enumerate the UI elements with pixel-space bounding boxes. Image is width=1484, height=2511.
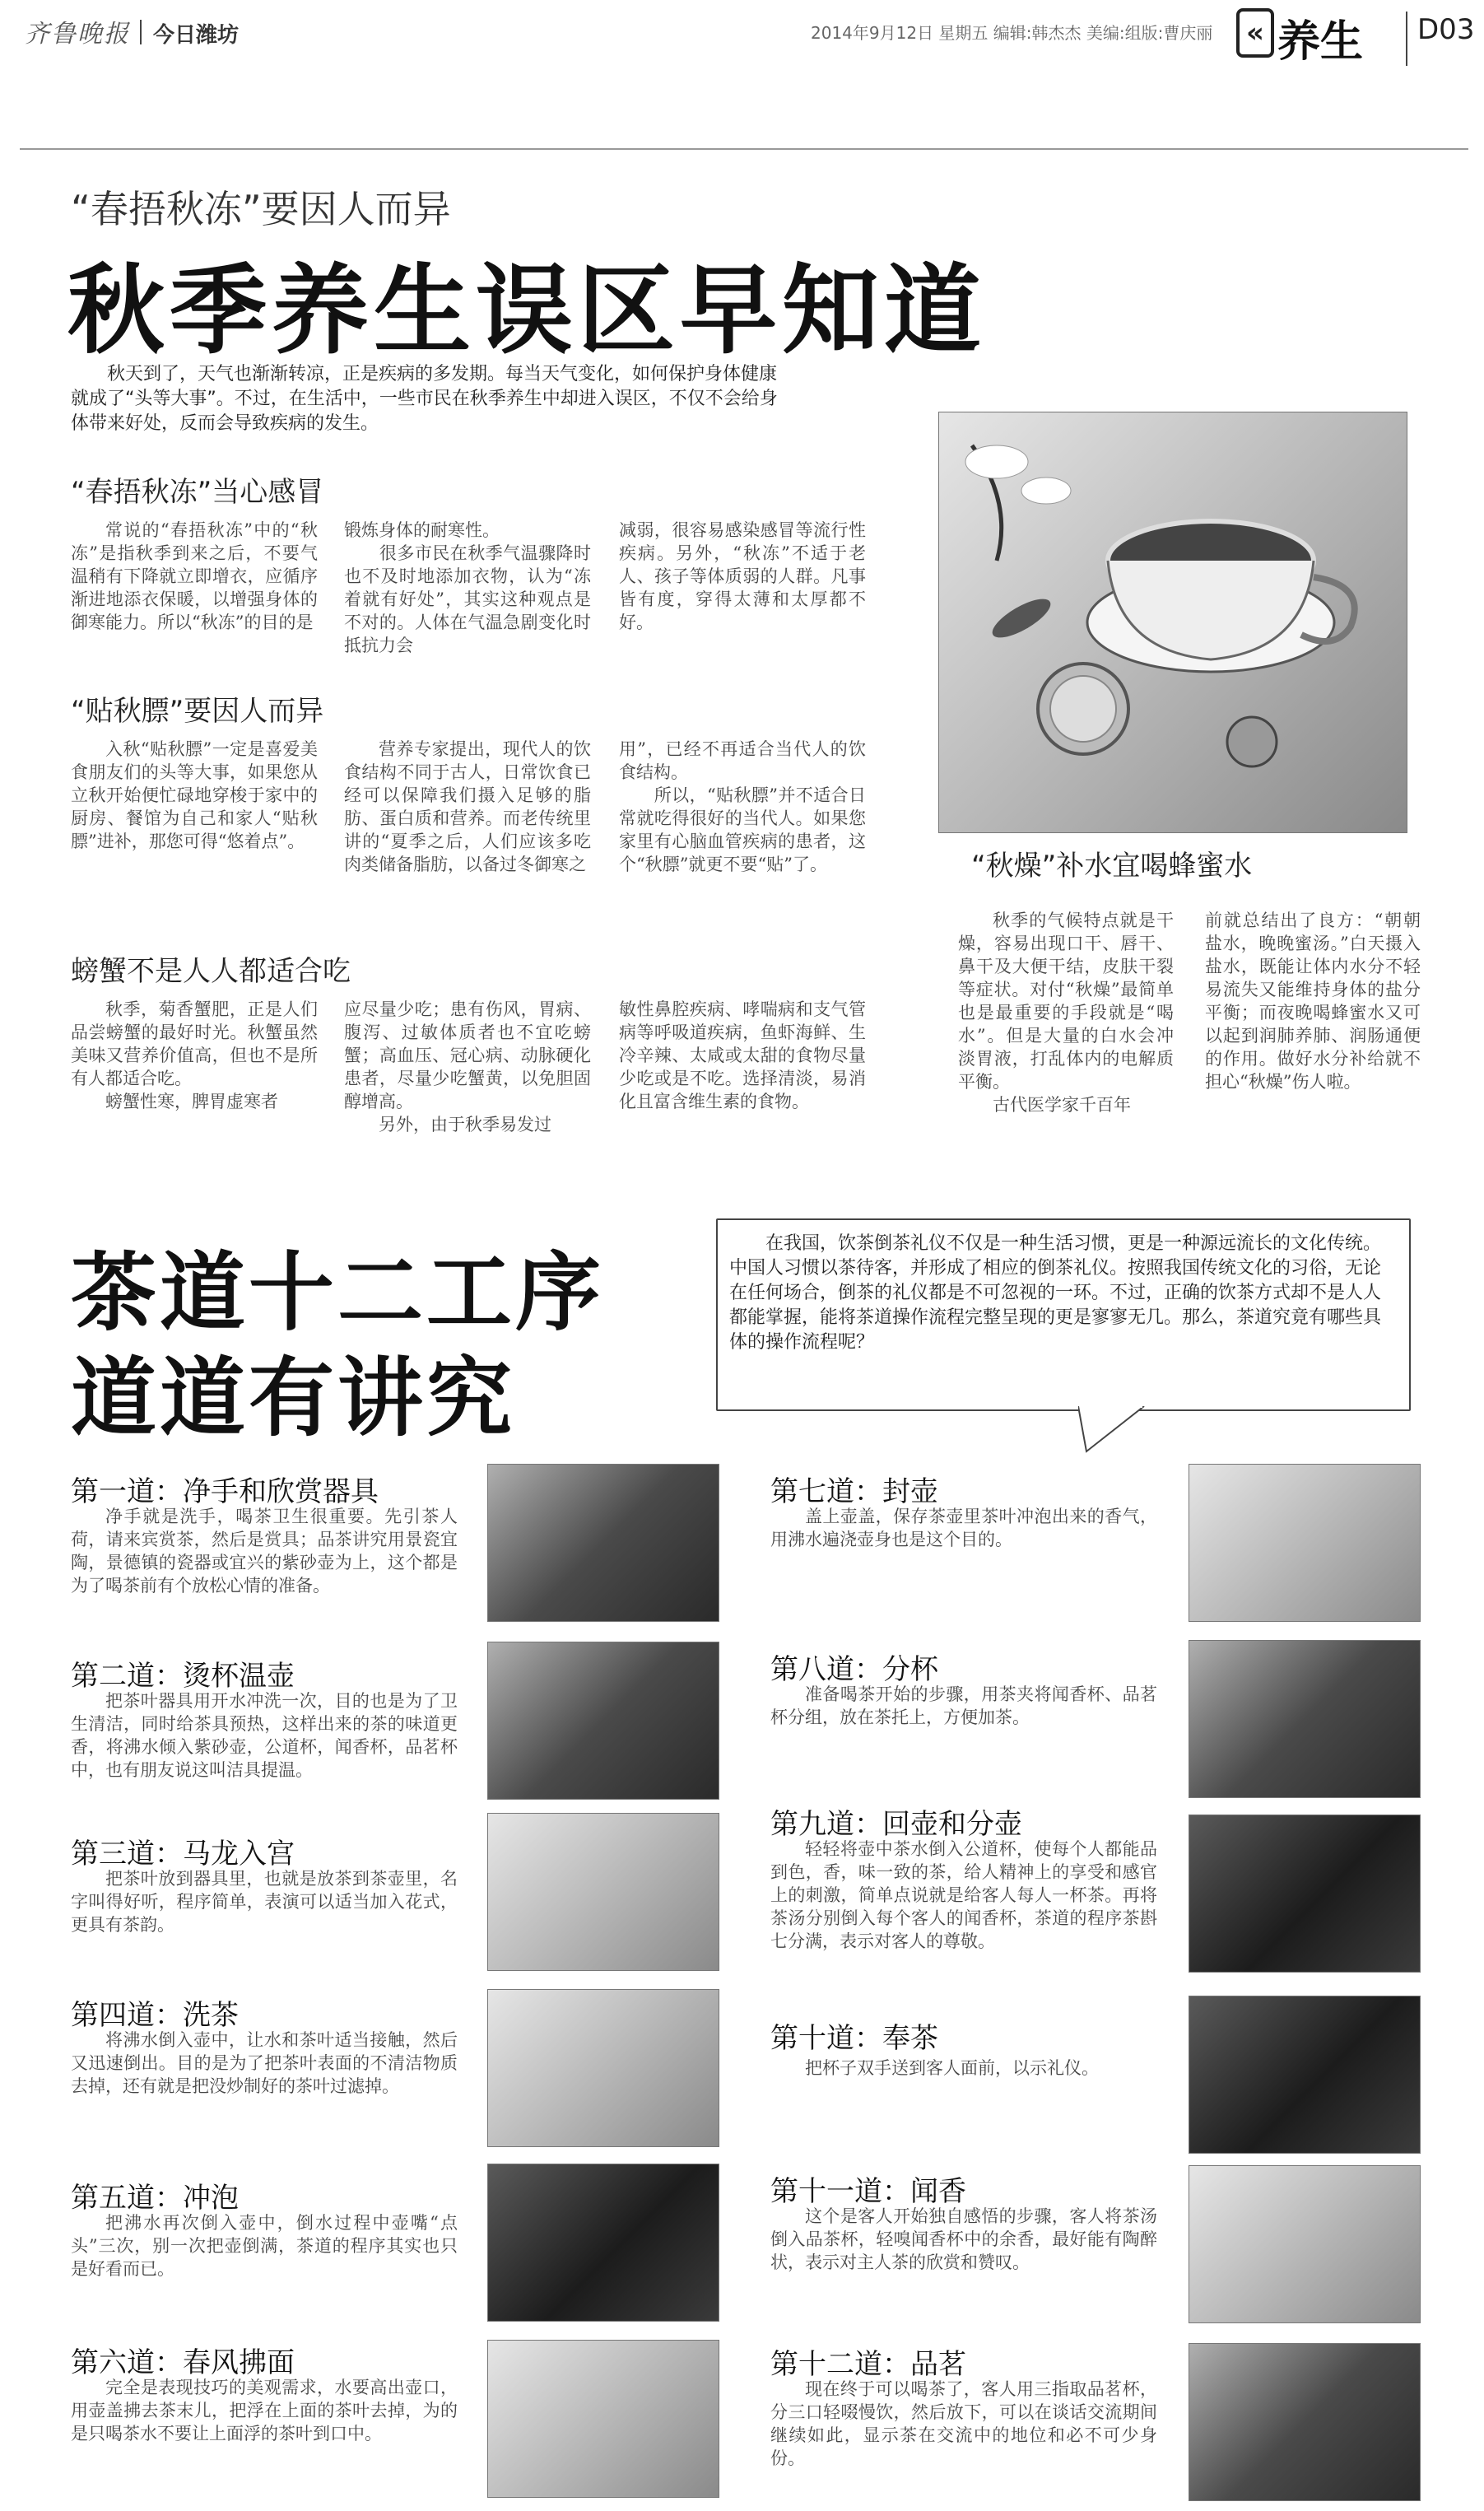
article2-headline-line: 道道有讲究 [71, 1348, 516, 1448]
tea-step-photo [1189, 1640, 1421, 1798]
tea-step-photo [487, 2340, 719, 2498]
article1-column: 秋季的气候特点就是干燥，容易出现口干、唇干、鼻干及大便干结，皮肤干裂等症状。对付“秋燥”最简单也是最重要的手段就是“喝水”。但是大量的白水会冲淡胃液，打乱体内的电解质平衡。 古代医学家千百年 [958, 911, 1174, 1115]
article1-column: 前就总结出了良方：“朝朝盐水，晚晚蜜汤。”白天摄入盐水，既能让体内水分不轻易流失又能维持身体的盐分平衡；而夜晚喝蜂蜜水又可以起到润肺养肺、润肠通便的作用。做好水分补给就不担心“秋燥”伤人啦。 [1205, 911, 1421, 1092]
article2-intro: 在我国，饮茶倒茶礼仪不仅是一种生活习惯，更是一种源远流长的文化传统。中国人习惯以茶待客，并形成了相应的倒茶礼仪。按照我国传统文化的习俗，无论在任何场合，倒茶的礼仪都是不可忽视的一环。不过，正确的饮茶方式却不是人人都能掌握，能将茶道操作流程完整呈现的更是寥寥无几。那么，茶道究竟有哪些具体的操作流程呢？ [729, 1233, 1382, 1353]
step-text: 把杯子双手送到客人面前，以示礼仪。 [805, 2058, 1099, 2078]
article2-headline [71, 1240, 604, 1451]
section-label: 今日潍坊 [153, 23, 240, 48]
step-title: 第三道：马龙入宫 [71, 1838, 295, 1870]
issue-info: 2014年9月12日 星期五 编辑:韩杰杰 美编:组版:曹庆丽 [811, 23, 1213, 43]
article1-subhead: “春捂秋冻”当心感冒 [71, 476, 324, 509]
tea-step-photo [1189, 2165, 1421, 2323]
step-text: 准备喝茶开始的步骤，用茶夹将闻香杯、品茗杯分组，放在茶托上，方便加茶。 [770, 1684, 1157, 1727]
article2-headline-line: 茶道十二工序 [71, 1242, 605, 1343]
speech-bubble-tail-icon [1078, 1406, 1152, 1456]
article1-subhead: “秋燥”补水宜喝蜂蜜水 [971, 850, 1253, 883]
tea-step-photo [1189, 1996, 1421, 2154]
article1-kicker: “春捂秋冻”要因人而异 [71, 187, 451, 231]
section-arrow-icon: « [1236, 8, 1274, 58]
step-title: 第九道：回壶和分壶 [770, 1808, 1022, 1841]
step-title: 第十一道：闻香 [770, 2175, 966, 2208]
article1-column: 应尽量少吃；患有伤风，胃病、腹泻、过敏体质者也不宜吃螃蟹；高血压、冠心病、动脉硬化患者，尽量少吃蟹黄，以免胆固醇增高。 另外，由于秋季易发过 [344, 999, 591, 1134]
step-title: 第五道：冲泡 [71, 2182, 239, 2215]
step-text: 净手就是洗手，喝茶卫生很重要。先引茶人荷，请来宾赏茶，然后是赏具；品茶讲究用景瓷宜陶，景德镇的瓷器或宜兴的紫砂壶为上，这个都是为了喝茶前有个放松心情的准备。 [71, 1507, 458, 1596]
step-text: 把茶叶放到器具里，也就是放茶到茶壶里，名字叫得好听，程序简单，表演可以适当加入花式，更具有茶韵。 [71, 1869, 458, 1935]
step-title: 第七道：封壶 [770, 1475, 938, 1508]
article1-headline: 秋季养生误区早知道 [67, 254, 987, 367]
step-title: 第四道：洗茶 [71, 1999, 239, 2032]
tea-step-photo [1189, 1815, 1421, 1973]
step-title: 第十道：奉茶 [770, 2022, 938, 2055]
step-title: 第六道：春风拂面 [71, 2346, 295, 2379]
article1-subhead: “贴秋膘”要因人而异 [71, 695, 324, 728]
tea-step-photo [1189, 2343, 1421, 2501]
section-name: 养生 [1277, 17, 1364, 67]
step-text: 盖上壶盖，保存茶壶里茶叶冲泡出来的香气，用沸水遍浇壶身也是这个目的。 [770, 1507, 1157, 1549]
step-text: 把沸水再次倒入壶中，倒水过程中壶嘴“点头”三次，别一次把壶倒满，茶道的程序其实也只是好看而已。 [71, 2213, 458, 2279]
tea-step-photo [1189, 1464, 1421, 1622]
step-title: 第十二道：品茗 [770, 2348, 966, 2381]
step-text: 现在终于可以喝茶了，客人用三指取品茗杯，分三口轻啜慢饮，然后放下，可以在谈话交流期间继续如此，显示茶在交流中的地位和必不可少身份。 [770, 2379, 1157, 2468]
article1-column: 营养专家提出，现代人的饮食结构不同于古人，日常饮食已经可以保障我们摄入足够的脂肪、蛋白质和营养。而老传统里讲的“夏季之后，人们应该多吃肉类储备脂肪，以备过冬御寒之 [344, 739, 591, 874]
article1-column: 锻炼身体的耐寒性。 很多市民在秋季气温骤降时也不及时地添加衣物，认为“冻着就有好处”，其实这种观点是不对的。人体在气温急剧变化时抵抗力会 [344, 520, 591, 655]
newspaper-logo: 齐鲁晚报 [25, 20, 130, 49]
header-divider [140, 20, 142, 44]
article1-column: 用”，已经不再适合当代人的饮食结构。 所以，“贴秋膘”并不适合日常就吃得很好的当代人。如果您家里有心脑血管疾病的患者，这个“秋膘”就更不要“贴”了。 [619, 739, 866, 874]
tea-step-photo [487, 2164, 719, 2322]
step-title: 第八道：分杯 [770, 1653, 938, 1686]
tea-step-photo [487, 1464, 719, 1622]
tea-step-photo [487, 1989, 719, 2147]
step-text: 这个是客人开始独自感悟的步骤，客人将茶汤倒入品茶杯，轻嗅闻香杯中的余香，最好能有陶醉状，表示对主人茶的欣赏和赞叹。 [770, 2206, 1157, 2272]
step-title: 第一道：净手和欣赏器具 [71, 1475, 379, 1508]
article1-column: 敏性鼻腔疾病、哮喘病和支气管病等呼吸道疾病，鱼虾海鲜、生冷辛辣、太咸或太甜的食物尽量少吃或是不吃。选择清淡，易消化且富含维生素的食物。 [619, 999, 866, 1111]
step-text: 轻轻将壶中茶水倒入公道杯，使每个人都能品到色，香，味一致的茶，给人精神上的享受和感官上的刺激，简单点说就是给客人每人一杯茶。再将茶汤分别倒入每个客人的闻香杯，茶道的程序茶斟七分满，表示对客人的尊敬。 [770, 1839, 1157, 1951]
step-text: 完全是表现技巧的美观需求，水要高出壶口，用壶盖拂去茶末儿，把浮在上面的茶叶去掉，为的是只喝茶水不要让上面浮的茶叶到口中。 [71, 2378, 458, 2443]
tea-cup-illustration-icon [939, 412, 1407, 832]
step-text: 把茶叶器具用开水冲洗一次，目的也是为了卫生清洁，同时给茶具预热，这样出来的茶的味道更香，将沸水倾入紫砂壶，公道杯，闻香杯，品茗杯中，也有朋友说这叫洁具提温。 [71, 1691, 458, 1780]
header-rule [20, 148, 1468, 150]
article1-column: 秋季，菊香蟹肥，正是人们品尝螃蟹的最好时光。秋蟹虽然美味又营养价值高，但也不是所有人都适合吃。 螃蟹性寒，脾胃虚寒者 [71, 999, 318, 1111]
step-title: 第二道：烫杯温壶 [71, 1660, 295, 1693]
tea-cup-photo [938, 412, 1407, 833]
step-text: 将沸水倒入壶中，让水和茶叶适当接触，然后又迅速倒出。目的是为了把茶叶表面的不清洁物质去掉，还有就是把没炒制好的茶叶过滤掉。 [71, 2030, 458, 2096]
article1-column: 常说的“春捂秋冻”中的“秋冻”是指秋季到来之后，不要气温稍有下降就立即增衣，应循序渐进地添衣保暖，以增强身体的御寒能力。所以“秋冻”的目的是 [71, 520, 318, 632]
article1-column: 减弱，很容易感染感冒等流行性疾病。另外，“秋冻”不适于老人、孩子等体质弱的人群。凡事皆有度，穿得太薄和太厚都不好。 [619, 520, 866, 632]
page-number: D03 [1417, 13, 1475, 46]
header-divider [1406, 12, 1407, 66]
tea-step-photo [487, 1813, 719, 1971]
tea-step-photo [487, 1642, 719, 1800]
article1-lead: 秋天到了，天气也渐渐转凉，正是疾病的多发期。每当天气变化，如何保护身体健康就成了“头等大事”。不过，在生活中，一些市民在秋季养生中却进入误区，不仅不会给身体带来好处，反而会导致疾病的发生。 [71, 364, 778, 434]
article1-subhead: 螃蟹不是人人都适合吃 [71, 955, 351, 988]
article1-column: 入秋“贴秋膘”一定是喜爱美食朋友们的头等大事，如果您从立秋开始便忙碌地穿梭于家中的厨房、餐馆为自己和家人“贴秋膘”进补，那您可得“悠着点”。 [71, 739, 318, 851]
